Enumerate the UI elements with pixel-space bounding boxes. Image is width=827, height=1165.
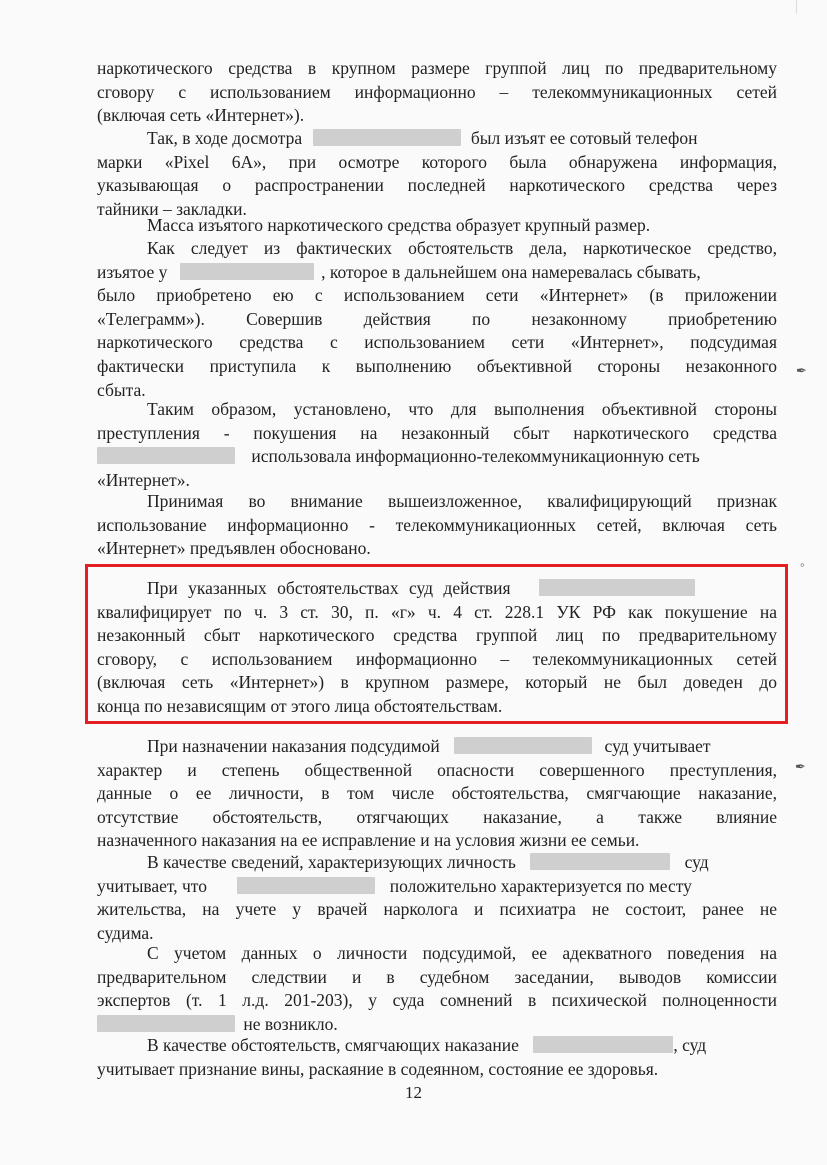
text-line: «Интернет» предъявлен обосновано.	[97, 538, 371, 559]
text-fragment: положительно характеризуется по месту	[389, 875, 692, 896]
paragraph-1	[97, 57, 777, 128]
text-line	[97, 735, 777, 759]
text-fragment: суд	[684, 852, 709, 872]
text-fragment: При назначении наказания подсудимой	[147, 736, 440, 756]
text-line: «Телеграмм»). Совершив действия по незаконному приобретению	[97, 308, 777, 329]
text-line: назначенного наказания на ее исправление и на условия жизни ее семьи.	[97, 830, 640, 851]
text-line: было приобретено ею с использованием сети «Интернет» (в приложении	[97, 285, 777, 306]
text-line: преступления - покушения на незаконный сбыт наркотического средства	[97, 422, 777, 443]
text-line	[97, 875, 777, 899]
text-line: квалифицирует по ч. 3 ст. 30, п. «г» ч. 4 ст. 228.1 УК РФ как покушение на	[97, 601, 777, 622]
text-fragment: суд учитывает	[604, 736, 711, 756]
text-line	[97, 1013, 777, 1037]
text-line: данные о ее личности, в том числе обстоятельства, смягчающие наказание,	[97, 783, 777, 804]
text-fragment: При указанных обстоятельствах суд действия	[147, 578, 511, 598]
paragraph-4	[97, 237, 777, 402]
text-line: предварительном следствии и в судебном заседании, выводов комиссии	[97, 966, 777, 987]
redacted-name	[539, 579, 695, 596]
text-fragment: использовала информационно-телекоммуникационную сеть	[251, 446, 700, 467]
paragraph-6	[97, 490, 777, 561]
text-fragment: Так, в ходе досмотра	[147, 128, 303, 148]
text-line: учитывает признание вины, раскаяние в содеянном, состояние ее здоровья.	[97, 1058, 659, 1079]
text-line: судима.	[97, 922, 154, 943]
paragraph-7-highlighted	[97, 577, 777, 719]
text-fragment: учитывает, что	[97, 875, 207, 896]
redacted-name	[530, 853, 670, 870]
scan-edge-mark	[796, 0, 817, 14]
text-line	[97, 445, 777, 469]
text-line: характер и степень общественной опасности совершенного преступления,	[97, 759, 777, 780]
paragraph-2	[97, 127, 777, 221]
text-fragment: не возникло.	[243, 1013, 338, 1034]
text-line: наркотического средства в крупном размере группой лиц по предварительному	[97, 58, 777, 78]
text-fragment: был изъят ее сотовый телефон	[470, 128, 698, 148]
text-fragment: изъятое у	[97, 261, 168, 282]
text-line	[97, 127, 777, 151]
margin-mark-icon: ✒	[795, 759, 806, 774]
text-line: использование информационно - телекоммуникационных сетей, включая сеть	[97, 514, 777, 535]
text-line: С учетом данных о личности подсудимой, ее адекватного поведения на	[147, 943, 777, 963]
text-fragment: , суд	[673, 1035, 707, 1055]
redacted-name	[454, 737, 592, 754]
text-line: тайники – закладки.	[97, 198, 247, 219]
text-line: сговору, с использованием информационно – телекоммуникационных сетей	[97, 648, 777, 669]
text-line: наркотического средства с использованием сети «Интернет», подсудимая	[97, 332, 777, 353]
text-line: фактически приступила к выполнению объективной стороны незаконного	[97, 355, 777, 376]
text-line: Как следует из фактических обстоятельств дела, наркотическое средство,	[147, 238, 777, 258]
text-line: незаконный сбыт наркотического средства группой лиц по предварительному	[97, 625, 777, 646]
text-fragment: , которое в дальнейшем она намеревалась сбывать,	[321, 261, 701, 282]
redacted-name	[97, 447, 235, 464]
page-number: 12	[405, 1083, 422, 1102]
text-line: сговору с использованием информационно – телекоммуникационных сетей	[97, 81, 777, 102]
redacted-name	[97, 1015, 235, 1032]
redacted-name	[237, 877, 375, 894]
text-line: отсутствие обстоятельств, отягчающих наказание, а также влияние	[97, 806, 777, 827]
text-line: марки «Pixel 6A», при осмотре которого была обнаружена информация,	[97, 151, 777, 172]
text-line	[97, 577, 777, 601]
text-line	[97, 851, 777, 875]
margin-mark-icon: ✒	[796, 363, 807, 378]
text-fragment: В качестве обстоятельств, смягчающих наказание	[147, 1035, 519, 1055]
text-line: (включая сеть «Интернет») в крупном размере, который не был доведен до	[97, 672, 777, 693]
paragraph-5	[97, 398, 777, 492]
text-line: (включая сеть «Интернет»).	[97, 105, 305, 126]
text-line: «Интернет».	[97, 469, 190, 490]
paragraph-9	[97, 851, 777, 945]
text-line: экспертов (т. 1 л.д. 201-203), у суда сомнений в психической полноценности	[97, 990, 777, 1011]
text-line	[97, 261, 777, 285]
text-line: Принимая во внимание вышеизложенное, квалифицирующий признак	[147, 491, 777, 511]
paragraph-10	[97, 942, 777, 1036]
text-line: сбыта.	[97, 379, 146, 400]
paragraph-3	[97, 214, 777, 238]
paragraph-8	[97, 735, 777, 853]
margin-mark-icon: ◦	[800, 557, 805, 572]
text-line: Таким образом, установлено, что для выполнения объективной стороны	[147, 399, 777, 419]
redacted-name	[313, 129, 461, 146]
text-fragment: В качестве сведений, характеризующих личность	[147, 852, 516, 872]
paragraph-11	[97, 1034, 777, 1081]
redacted-name	[180, 263, 314, 280]
text-line: конца по независящим от этого лица обстоятельствам.	[97, 695, 503, 716]
text-line: указывающая о распространении последней наркотического средства через	[97, 175, 777, 196]
redacted-name	[533, 1036, 673, 1053]
text-line: Масса изъятого наркотического средства образует крупный размер.	[147, 215, 651, 235]
text-line	[97, 1034, 777, 1058]
text-line: жительства, на учете у врачей нарколога и психиатра не состоит, ранее не	[97, 899, 777, 920]
